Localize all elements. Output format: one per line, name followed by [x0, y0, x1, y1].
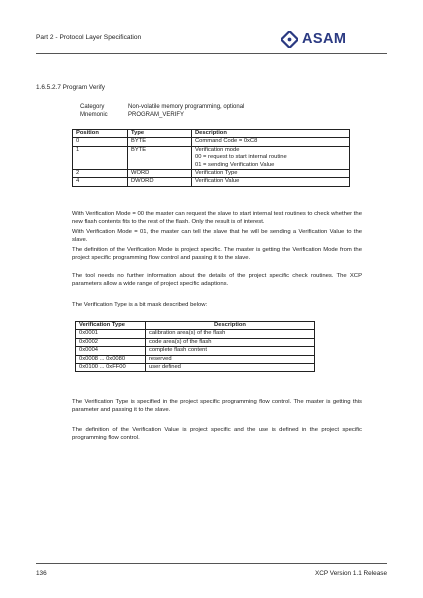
paragraph-mode-00: With Verification Mode = 00 the master can request the slave to start internal test routines to check whether the new flash contents fits to the rest of the flash. Only the result is of interest.	[72, 211, 362, 225]
category-label: Category	[80, 104, 105, 110]
mnemonic-label: Mnemonic	[80, 112, 108, 118]
cell-description: reserved	[146, 355, 315, 363]
cell-position: 0	[73, 138, 128, 146]
table-row	[76, 338, 315, 346]
cell-type: DWORD	[128, 178, 192, 186]
cell-type: 0x0002	[76, 338, 146, 346]
cell-description: calibration area(s) of the flash	[146, 330, 315, 338]
cell-type: 0x0001	[76, 330, 146, 338]
table-row	[76, 364, 315, 372]
description-line: 00 = request to start internal routine	[195, 154, 287, 161]
cell-type: 0x0008 ... 0x0080	[76, 355, 146, 363]
table-header-row	[73, 130, 350, 138]
cell-type: BYTE	[128, 138, 192, 146]
paragraph-mode-definition: The definition of the Verification Mode is project specific. The master is getting the Verification Mode from the project specific programming flow control and passing it to the slave.	[72, 247, 362, 261]
section-heading: 1.6.5.2.7 Program Verify	[36, 84, 105, 91]
table-row	[73, 178, 350, 186]
cell-description	[192, 138, 350, 146]
description-line: Verification Value	[195, 178, 240, 185]
verification-type-table	[75, 321, 315, 372]
paragraph-type-intro: The Verification Type is a bit mask described below:	[72, 302, 208, 308]
table-row	[76, 347, 315, 355]
paragraph-tool-info: The tool needs no further information about the details of the project specific check routines. The XCP parameters allow a wide range of project specific adaptions.	[72, 273, 362, 287]
cell-description	[192, 178, 350, 186]
header-divider	[36, 53, 387, 54]
column-header-type: Type	[128, 130, 192, 138]
page-number: 136	[36, 570, 47, 577]
footer-divider	[36, 563, 387, 564]
column-header-description: Description	[192, 130, 350, 138]
description-line: 01 = sending Verification Value	[195, 161, 275, 168]
asam-logo-icon	[281, 31, 298, 48]
mnemonic-value: PROGRAM_VERIFY	[128, 112, 185, 118]
paragraph-mode-01: With Verification Mode = 01, the master can tell the slave that he will be sending a Verification Value to the slave.	[72, 229, 362, 243]
paragraph-value-definition: The definition of the Verification Value is project specific and the use is defined in the project specific programming flow control.	[72, 427, 362, 441]
cell-description: code area(s) of the flash	[146, 338, 315, 346]
document-version: XCP Version 1.1 Release	[315, 570, 387, 577]
cell-position: 1	[73, 146, 128, 169]
table-row	[73, 146, 350, 169]
cell-position: 2	[73, 170, 128, 178]
column-header-position: Position	[73, 130, 128, 138]
command-table	[72, 129, 350, 187]
page-header-title: Part 2 - Protocol Layer Specification	[36, 34, 142, 41]
cell-type: 0x0004	[76, 347, 146, 355]
cell-position: 4	[73, 178, 128, 186]
column-header-description: Description	[146, 322, 315, 330]
table-row	[76, 330, 315, 338]
table-header-row	[76, 322, 315, 330]
cell-type: WORD	[128, 170, 192, 178]
description-line: Verification Type	[195, 170, 238, 177]
column-header-verification-type: Verification Type	[76, 322, 146, 330]
cell-type: 0x0100 ... 0xFF00	[76, 364, 146, 372]
asam-logo	[281, 28, 361, 50]
description-line: Command Code = 0xC8	[195, 138, 258, 145]
description-line: Verification mode	[195, 146, 240, 153]
cell-type: BYTE	[128, 146, 192, 169]
asam-logo-text: ASAM	[302, 31, 347, 47]
category-value: Non-volatile memory programming, optional	[128, 104, 245, 110]
table-row	[76, 355, 315, 363]
cell-description: user defined	[146, 364, 315, 372]
cell-description	[192, 146, 350, 169]
table-row	[73, 170, 350, 178]
paragraph-type-specified: The Verification Type is specified in the project specific programming flow control. The master is getting this parameter and passing it to the slave.	[72, 399, 362, 413]
cell-description: complete flash content	[146, 347, 315, 355]
table-row	[73, 138, 350, 146]
cell-description	[192, 170, 350, 178]
